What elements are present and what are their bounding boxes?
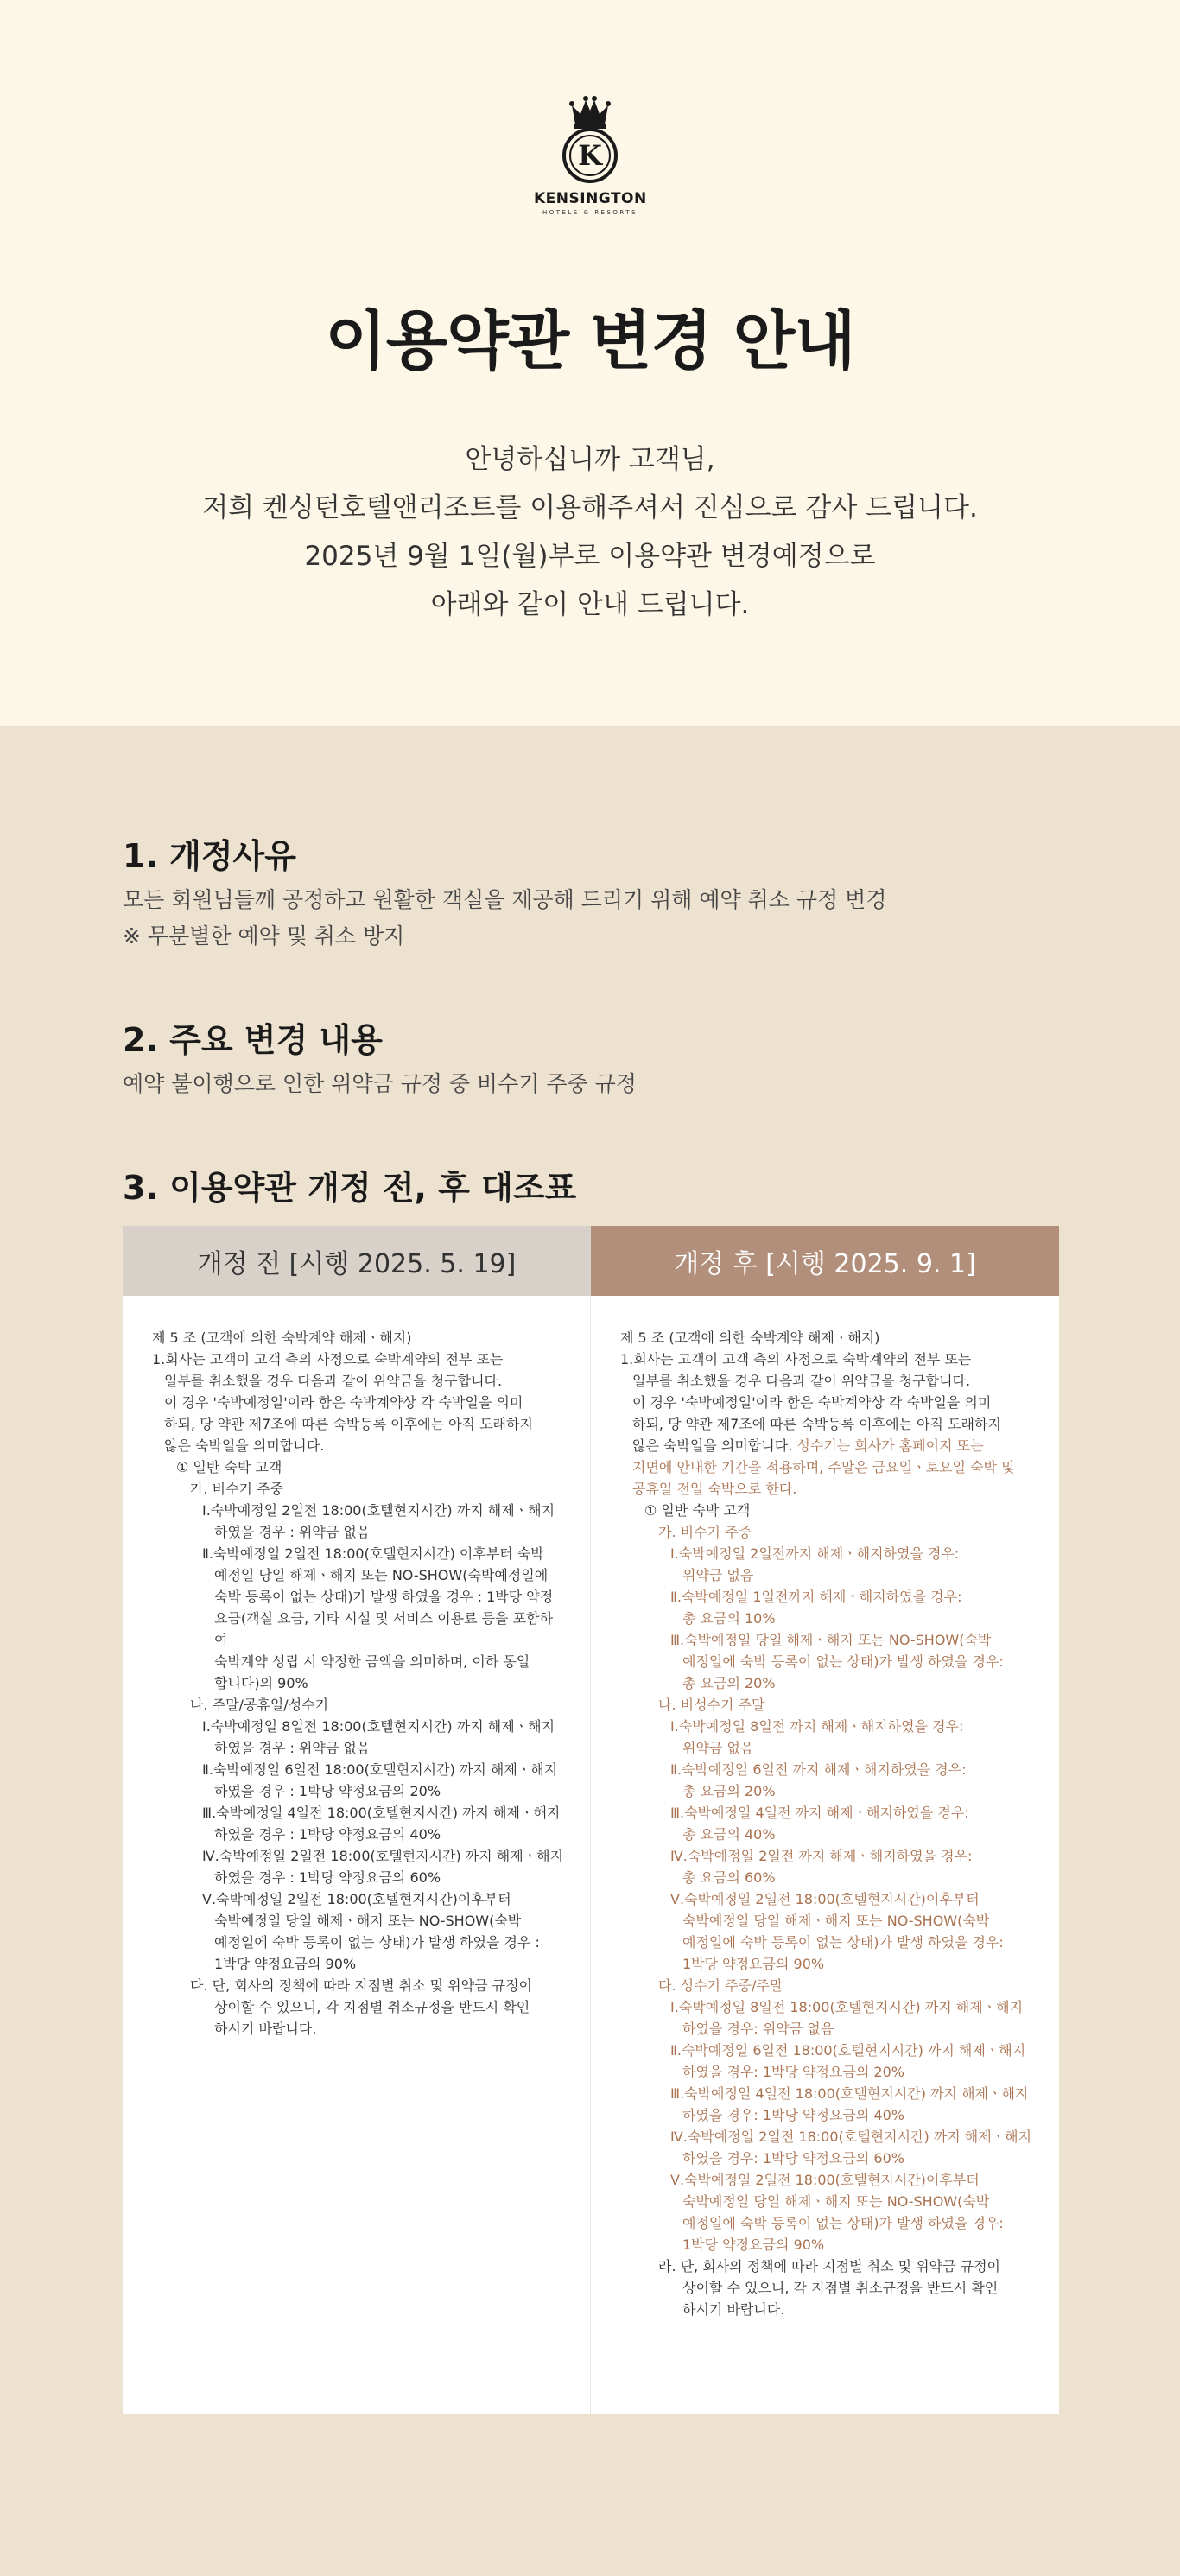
clause-line — [620, 1608, 1033, 1629]
clause-line — [620, 1975, 1033, 1996]
clause-text: Ⅳ.숙박예정일 2일전 18:00(호텔현지시간) 까지 해제ㆍ해지 — [202, 1848, 564, 1864]
clause-text: 숙박 등록이 없는 상태)가 발생 하였을 경우 : 1박당 약정 — [214, 1589, 554, 1605]
content-section — [0, 726, 1180, 2576]
clause-text: Ⅲ.숙박예정일 4일전 18:00(호텔현지시간) 까지 해제ㆍ해지 — [670, 2085, 1029, 2102]
clause-text: 숙박예정일 당일 해제ㆍ해지 또는 NO-SHOW(숙박 — [682, 1913, 990, 1929]
clause-line — [152, 2018, 564, 2040]
before-column — [123, 1226, 591, 2414]
clause-line — [620, 1478, 1033, 1500]
before-column-header: 개정 전 [시행 2025. 5. 19] — [123, 1226, 591, 1296]
clause-line — [620, 2061, 1033, 2083]
clause-text: 일부를 취소했을 경우 다음과 같이 위약금을 청구합니다. — [164, 1373, 503, 1389]
clause-text: Ⅰ.숙박예정일 8일전 18:00(호텔현지시간) 까지 해제ㆍ해지 — [202, 1718, 555, 1735]
clause-text: 예정일에 숙박 등록이 없는 상태)가 발생 하였을 경우 : — [214, 1934, 540, 1951]
clause-line — [620, 1370, 1033, 1392]
comparison-table — [123, 1226, 1059, 2414]
clause-line — [152, 1348, 564, 1370]
clause-line — [620, 2083, 1033, 2104]
section-heading: 3. 이용약관 개정 전, 후 대조표 — [123, 1169, 577, 1207]
clause-line — [620, 2169, 1033, 2191]
clause-highlight: 성수기는 회사가 홈페이지 또는 — [792, 1437, 984, 1454]
clause-line — [152, 1996, 564, 2018]
clause-line — [620, 1327, 1033, 1348]
clause-line — [152, 1672, 564, 1694]
clause-line — [620, 1759, 1033, 1780]
clause-line — [620, 1456, 1033, 1478]
intro-line: 안녕하십니까 고객님, — [465, 444, 715, 475]
clause-text: 제 5 조 (고객에 의한 숙박계약 해제ㆍ해지) — [152, 1329, 412, 1346]
clause-line — [620, 1845, 1033, 1867]
clause-line — [620, 1435, 1033, 1456]
clause-line — [620, 2277, 1033, 2299]
clause-text: 하되, 당 약관 제7조에 따른 숙박등록 이후에는 아직 도래하지 — [164, 1416, 533, 1432]
intro-line: 저희 켄싱턴호텔앤리조트를 이용해주셔서 진심으로 감사 드립니다. — [202, 492, 978, 523]
clause-line — [152, 1392, 564, 1413]
clause-line — [620, 1780, 1033, 1802]
clause-text: 공휴일 전일 숙박으로 한다. — [632, 1481, 797, 1497]
clause-text: Ⅱ.숙박예정일 6일전 까지 해제ㆍ해지하였을 경우: — [670, 1761, 967, 1778]
clause-line — [620, 1824, 1033, 1845]
logo-name: KENSINGTON — [534, 190, 647, 207]
clause-line — [620, 1932, 1033, 1953]
clause-text: 1박당 약정요금의 90% — [682, 2237, 825, 2253]
clause-text: 하되, 당 약관 제7조에 따른 숙박등록 이후에는 아직 도래하지 — [632, 1416, 1001, 1432]
clause-text: Ⅱ.숙박예정일 1일전까지 해제ㆍ해지하였을 경우: — [670, 1589, 962, 1605]
clause-text: 가. 비수기 주중 — [190, 1481, 283, 1497]
clause-text: 1박당 약정요금의 90% — [682, 1956, 825, 1972]
clause-line — [620, 1348, 1033, 1370]
clause-text: 상이할 수 있으니, 각 지점별 취소규정을 반드시 확인 — [214, 1999, 530, 2015]
clause-line — [152, 1543, 564, 1564]
clause-text: Ⅴ.숙박예정일 2일전 18:00(호텔현지시간)이후부터 — [670, 2172, 980, 2188]
clause-line — [620, 1802, 1033, 1824]
clause-line — [152, 1953, 564, 1975]
clause-line — [620, 1716, 1033, 1737]
clause-line — [152, 1564, 564, 1586]
clause-text: ① 일반 숙박 고객 — [644, 1502, 751, 1519]
section-text: 예약 불이행으로 인한 위약금 규정 중 비수기 주중 규정 — [123, 1071, 637, 1096]
clause-text: 라. 단, 회사의 정책에 따라 지점별 취소 및 위약금 규정이 — [658, 2258, 1000, 2275]
clause-line — [152, 1521, 564, 1543]
clause-line — [152, 1975, 564, 1996]
clause-line — [620, 1651, 1033, 1672]
clause-line — [620, 2148, 1033, 2169]
clause-text: 예정일에 숙박 등록이 없는 상태)가 발생 하였을 경우: — [682, 2215, 1004, 2231]
clause-text: ① 일반 숙박 고객 — [176, 1459, 282, 1475]
clause-text: 이 경우 '숙박예정일'이라 함은 숙박계약상 각 숙박일을 의미 — [632, 1394, 992, 1411]
clause-line — [620, 1629, 1033, 1651]
clause-text: 지면에 안내한 기간을 적용하며, 주말은 금요일ㆍ토요일 숙박 및 — [632, 1459, 1015, 1475]
clause-text: 않은 숙박일을 의미합니다. — [164, 1437, 325, 1454]
clause-line — [620, 1672, 1033, 1694]
clause-text: Ⅴ.숙박예정일 2일전 18:00(호텔현지시간)이후부터 — [202, 1891, 511, 1907]
clause-text: 위약금 없음 — [682, 1740, 754, 1756]
clause-line — [152, 1759, 564, 1780]
clause-line — [620, 1910, 1033, 1932]
clause-line — [620, 1521, 1033, 1543]
clause-text: Ⅱ.숙박예정일 6일전 18:00(호텔현지시간) 까지 해제ㆍ해지 — [670, 2042, 1026, 2059]
clause-text: 총 요금의 20% — [682, 1675, 776, 1691]
clause-line — [152, 1586, 564, 1608]
clause-text: 하였을 경우 : 위약금 없음 — [214, 1524, 371, 1540]
clause-line — [620, 1392, 1033, 1413]
clause-line — [620, 2212, 1033, 2234]
clause-text: 예정일에 숙박 등록이 없는 상태)가 발생 하였을 경우: — [682, 1653, 1004, 1670]
clause-line — [620, 2104, 1033, 2126]
clause-line — [152, 1910, 564, 1932]
header-section — [0, 0, 1180, 726]
clause-line — [152, 1737, 564, 1759]
clause-line — [620, 1888, 1033, 1910]
clause-line — [620, 1564, 1033, 1586]
section-heading: 1. 개정사유 — [123, 837, 296, 875]
clause-line — [620, 2299, 1033, 2320]
clause-line — [152, 1824, 564, 1845]
section-compare — [123, 1161, 1057, 2414]
clause-text: Ⅰ.숙박예정일 2일전 18:00(호텔현지시간) 까지 해제ㆍ해지 — [202, 1502, 555, 1519]
clause-line — [152, 1867, 564, 1888]
clause-line — [620, 1586, 1033, 1608]
clause-line — [152, 1845, 564, 1867]
clause-text: 하였을 경우 : 1박당 약정요금의 20% — [214, 1783, 441, 1799]
clause-line — [152, 1694, 564, 1716]
clause-line — [152, 1370, 564, 1392]
section-reason — [123, 829, 1057, 955]
clause-text: Ⅲ.숙박예정일 4일전 까지 해제ㆍ해지하였을 경우: — [670, 1805, 969, 1821]
clause-text: Ⅰ.숙박예정일 8일전 18:00(호텔현지시간) 까지 해제ㆍ해지 — [670, 1999, 1024, 2015]
crown-k-emblem-icon — [551, 93, 629, 187]
clause-text: 하였을 경우: 1박당 약정요금의 40% — [682, 2107, 904, 2123]
clause-line — [152, 1413, 564, 1435]
clause-line — [620, 2191, 1033, 2212]
clause-line — [620, 1413, 1033, 1435]
clause-line — [152, 1500, 564, 1521]
clause-line — [620, 1953, 1033, 1975]
clause-text: 하였을 경우 : 위약금 없음 — [214, 1740, 371, 1756]
clause-text: Ⅱ.숙박예정일 2일전 18:00(호텔현지시간) 이후부터 숙박 — [202, 1545, 544, 1562]
section-note: ※ 무분별한 예약 및 취소 방지 — [123, 923, 405, 949]
clause-line — [620, 1543, 1033, 1564]
section-heading: 2. 주요 변경 내용 — [123, 1021, 383, 1059]
clause-line — [620, 2126, 1033, 2148]
clause-text: Ⅰ.숙박예정일 2일전까지 해제ㆍ해지하였을 경우: — [670, 1545, 960, 1562]
clause-line — [152, 1802, 564, 1824]
clause-text: 1박당 약정요금의 90% — [214, 1956, 357, 1972]
clause-line — [620, 2256, 1033, 2277]
clause-text: Ⅰ.숙박예정일 8일전 까지 해제ㆍ해지하였을 경우: — [670, 1718, 964, 1735]
clause-text: 숙박예정일 당일 해제ㆍ해지 또는 NO-SHOW(숙박 — [214, 1913, 522, 1929]
intro-text — [0, 435, 1180, 629]
clause-text: 하였을 경우: 1박당 약정요금의 60% — [682, 2150, 904, 2167]
clause-text: 위약금 없음 — [682, 1567, 754, 1583]
clause-text: 총 요금의 10% — [682, 1610, 776, 1627]
clause-text: 합니다)의 90% — [214, 1675, 308, 1691]
clause-text: 총 요금의 40% — [682, 1826, 776, 1843]
clause-text: 하였을 경우: 위약금 없음 — [682, 2021, 834, 2037]
section-text: 모든 회원님들께 공정하고 원활한 객실을 제공해 드리기 위해 예약 취소 규정 변경 — [123, 887, 887, 912]
clause-text: 총 요금의 20% — [682, 1783, 776, 1799]
after-column-header: 개정 후 [시행 2025. 9. 1] — [591, 1226, 1059, 1296]
clause-line — [152, 1478, 564, 1500]
clause-line — [152, 1932, 564, 1953]
clause-line — [620, 1996, 1033, 2018]
logo-subtitle: HOTELS & RESORTS — [542, 209, 638, 216]
clause-text: 숙박계약 성립 시 약정한 금액을 의미하며, 이하 동일 — [214, 1653, 530, 1670]
clause-text: 숙박예정일 당일 해제ㆍ해지 또는 NO-SHOW(숙박 — [682, 2193, 990, 2210]
clause-line — [620, 2234, 1033, 2256]
clause-text: 일부를 취소했을 경우 다음과 같이 위약금을 청구합니다. — [632, 1373, 971, 1389]
clause-text: 상이할 수 있으니, 각 지점별 취소규정을 반드시 확인 — [682, 2280, 999, 2296]
clause-line — [620, 1737, 1033, 1759]
clause-text: 나. 비성수기 주말 — [658, 1697, 765, 1713]
page-title: 이용약관 변경 안내 — [325, 304, 855, 378]
after-column — [591, 1226, 1059, 2414]
after-column-body — [591, 1296, 1059, 2414]
clause-text: 하시기 바랍니다. — [682, 2301, 785, 2318]
clause-text: 1.회사는 고객이 고객 측의 사정으로 숙박계약의 전부 또는 — [620, 1351, 972, 1367]
clause-text: 나. 주말/공휴일/성수기 — [190, 1697, 329, 1713]
clause-line — [152, 1888, 564, 1910]
clause-line — [620, 2018, 1033, 2040]
clause-text: 하였을 경우 : 1박당 약정요금의 40% — [214, 1826, 441, 1843]
clause-text: 예정일에 숙박 등록이 없는 상태)가 발생 하였을 경우: — [682, 1934, 1004, 1951]
clause-text: Ⅱ.숙박예정일 6일전 18:00(호텔현지시간) 까지 해제ㆍ해지 — [202, 1761, 558, 1778]
clause-line — [152, 1780, 564, 1802]
clause-text: 하시기 바랍니다. — [214, 2021, 317, 2037]
clause-text: Ⅲ.숙박예정일 당일 해제ㆍ해지 또는 NO-SHOW(숙박 — [670, 1632, 992, 1648]
clause-text: Ⅳ.숙박예정일 2일전 까지 해제ㆍ해지하였을 경우: — [670, 1848, 973, 1864]
section-changes — [123, 1013, 1057, 1102]
clause-text: 하였을 경우: 1박당 약정요금의 20% — [682, 2064, 904, 2080]
clause-line — [152, 1435, 564, 1456]
before-column-body — [123, 1296, 591, 2414]
clause-text: 않은 숙박일을 의미합니다. — [632, 1437, 793, 1454]
clause-text: 다. 단, 회사의 정책에 따라 지점별 취소 및 위약금 규정이 — [190, 1977, 532, 1994]
logo-letter: K — [578, 139, 602, 172]
clause-line — [620, 1500, 1033, 1521]
clause-text: Ⅳ.숙박예정일 2일전 18:00(호텔현지시간) 까지 해제ㆍ해지 — [670, 2129, 1032, 2145]
clause-text: 제 5 조 (고객에 의한 숙박계약 해제ㆍ해지) — [620, 1329, 880, 1346]
clause-text: 하였을 경우 : 1박당 약정요금의 60% — [214, 1869, 441, 1886]
clause-text: 다. 성수기 주중/주말 — [658, 1977, 783, 1994]
clause-line — [152, 1456, 564, 1478]
clause-text: Ⅲ.숙박예정일 4일전 18:00(호텔현지시간) 까지 해제ㆍ해지 — [202, 1805, 561, 1821]
clause-text: 요금(객실 요금, 기타 시설 및 서비스 이용료 등을 포함하여 — [214, 1610, 554, 1648]
intro-line: 아래와 같이 안내 드립니다. — [430, 589, 750, 620]
clause-text: 총 요금의 60% — [682, 1869, 776, 1886]
clause-line — [620, 1867, 1033, 1888]
clause-text: 가. 비수기 주중 — [658, 1524, 752, 1540]
clause-text: 이 경우 '숙박예정일'이라 함은 숙박계약상 각 숙박일을 의미 — [164, 1394, 523, 1411]
kensington-logo[interactable] — [534, 93, 646, 216]
intro-line: 2025년 9월 1일(월)부로 이용약관 변경예정으로 — [304, 541, 876, 572]
clause-line — [152, 1716, 564, 1737]
clause-text: 예정일 당일 해제ㆍ해지 또는 NO-SHOW(숙박예정일에 — [214, 1567, 549, 1583]
clause-line — [152, 1651, 564, 1672]
clause-text: 1.회사는 고객이 고객 측의 사정으로 숙박계약의 전부 또는 — [152, 1351, 504, 1367]
clause-line — [620, 2040, 1033, 2061]
clause-line — [620, 1694, 1033, 1716]
clause-text: Ⅴ.숙박예정일 2일전 18:00(호텔현지시간)이후부터 — [670, 1891, 980, 1907]
clause-line — [152, 1327, 564, 1348]
clause-line — [152, 1608, 564, 1651]
